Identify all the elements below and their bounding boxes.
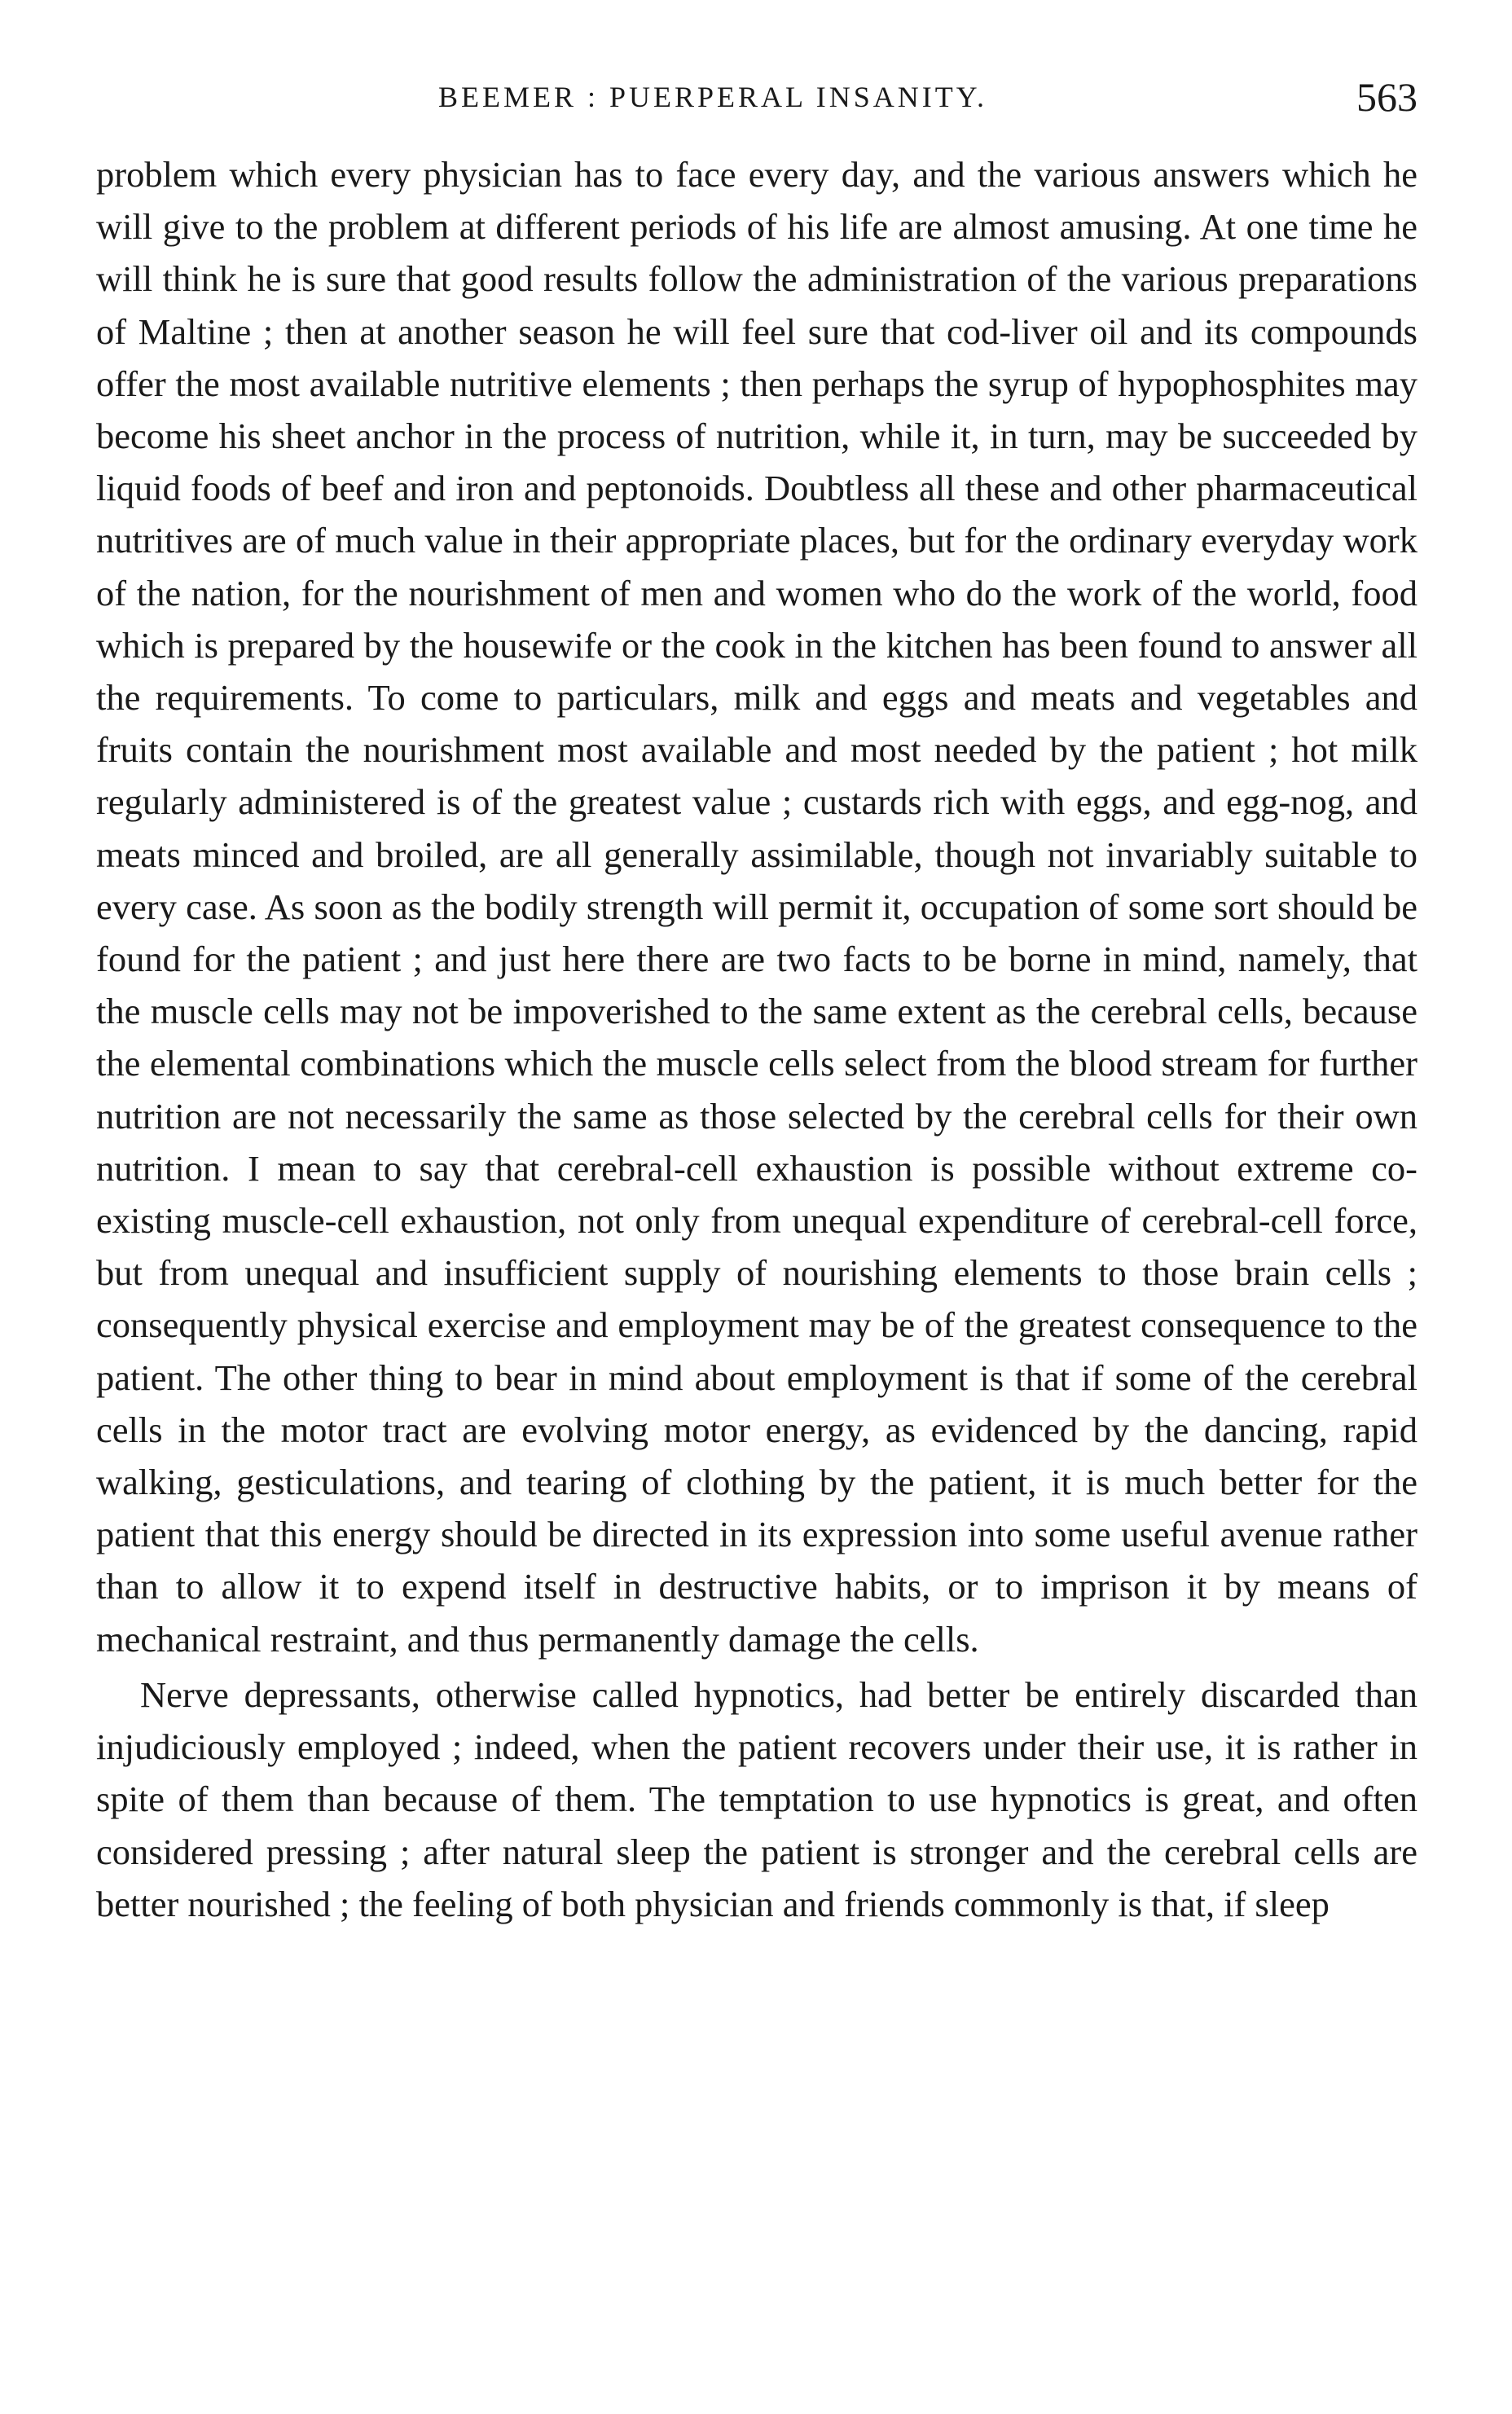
body-text (96, 148, 1418, 1930)
running-title: BEEMER : PUERPERAL INSANITY. (438, 81, 988, 113)
paragraph: problem which every physician has to face every day, and the various answers which he will give to the problem at different periods of his life are almost amusing. At one time he will think he is sure that good results follow the administration of the various preparations of Maltine ; then at another season he will feel sure that cod-liver oil and its compounds offer the most available nutritive elements ; then perhaps the syrup of hypophosphites may become his sheet anchor in the process of nutrition, while it, in turn, may be succeeded by liquid foods of beef and iron and peptonoids. Doubtless all these and other pharmaceutical nutritives are of much value in their appropriate places, but for the ordinary everyday work of the nation, for the nourishment of men and women who do the work of the world, food which is prepared by the housewife or the cook in the kitchen has been found to answer all the requirements. To come to particulars, milk and eggs and meats and vegetables and fruits contain the nourishment most available and most needed by the patient ; hot milk regularly administered is of the greatest value ; custards rich with eggs, and egg-nog, and meats minced and broiled, are all generally assimilable, though not invariably suitable to every case. As soon as the bodily strength will permit it, occupation of some sort should be found for the patient ; and just here there are two facts to be borne in mind, namely, that the muscle cells may not be impoverished to the same extent as the cerebral cells, because the elemental combinations which the muscle cells select from the blood stream for further nutrition are not necessarily the same as those selected by the cerebral cells for their own nutrition. I mean to say that cerebral-cell exhaustion is possible without extreme co-existing muscle-cell exhaustion, not only from unequal expenditure of cerebral-cell force, but from unequal and insufficient supply of nourishing elements to those brain cells ; consequently physical exercise and employment may be of the greatest consequence to the patient. The other thing to bear in mind about employment is that if some of the cerebral cells in the motor tract are evolving motor energy, as evidenced by the dancing, rapid walking, gesticulations, and tearing of clothing by the patient, it is much better for the patient that this energy should be directed in its expression into some useful avenue rather than to allow it to expend itself in destructive habits, or to imprison it by means of mechanical restraint, and thus permanently damage the cells. (96, 154, 1418, 1660)
paragraph: Nerve depressants, otherwise called hypnotics, had better be entirely discarded than injudiciously employed ; indeed, when the patient recovers under their use, it is rather in spite of them than because of them. The temptation to use hypnotics is great, and often considered pressing ; after natural sleep the patient is stronger and the cerebral cells are better nourished ; the feeling of both physician and friends commonly is that, if sleep (96, 1673, 1418, 1924)
running-head (96, 68, 1418, 125)
page-number: 563 (1356, 74, 1418, 120)
book-page (96, 0, 1418, 2414)
